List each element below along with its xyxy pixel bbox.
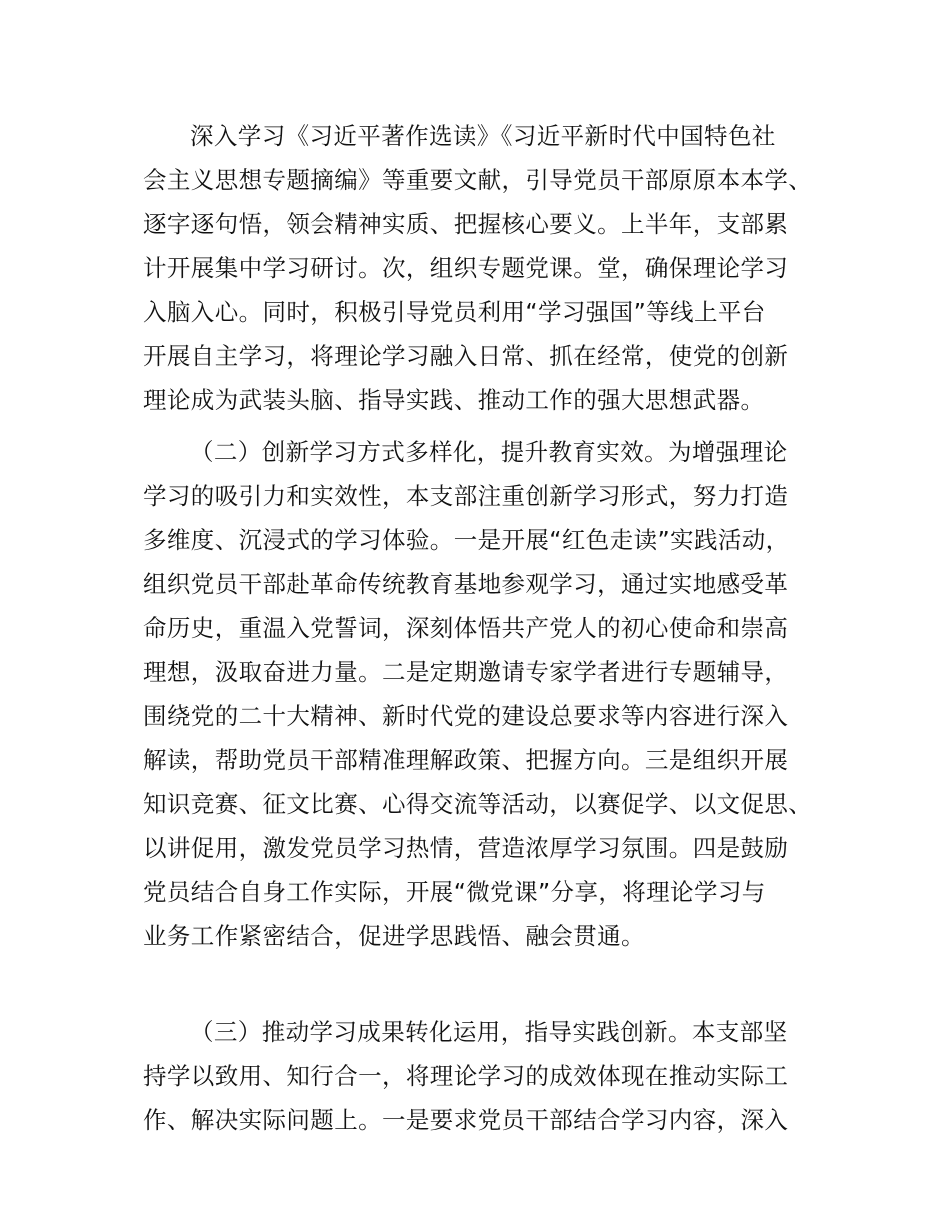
text-line: 命历史，重温入党誓词，深刻体悟共产党人的初心使命和崇高 bbox=[143, 614, 789, 642]
text-line: 逐字逐句悟，领会精神实质、把握核心要义。上半年，支部累 bbox=[143, 210, 789, 238]
text-line: 党员结合自身工作实际，开展“微党课”分享，将理论学习与 bbox=[143, 878, 766, 906]
text-line: 理想，汲取奋进力量。二是定期邀请专家学者进行专题辅导， bbox=[143, 658, 789, 686]
text-line: 入脑入心。同时，积极引导党员利用“学习强国”等线上平台 bbox=[143, 298, 766, 326]
text-line: 会主义思想专题摘编》等重要文献，引导党员干部原原本本学、 bbox=[143, 166, 813, 194]
text-line: 业务工作紧密结合，促进学思践悟、融会贯通。 bbox=[143, 922, 645, 950]
text-line: （二）创新学习方式多样化，提升教育实效。为增强理论 bbox=[190, 438, 788, 466]
text-line: 围绕党的二十大精神、新时代党的建设总要求等内容进行深入 bbox=[143, 702, 789, 730]
text-line: 学习的吸引力和实效性，本支部注重创新学习形式，努力打造 bbox=[143, 482, 789, 510]
text-line: 多维度、沉浸式的学习体验。一是开展“红色走读”实践活动， bbox=[143, 526, 790, 554]
text-line: 组织党员干部赴革命传统教育基地参观学习，通过实地感受革 bbox=[143, 570, 789, 598]
text-line: 开展自主学习，将理论学习融入日常、抓在经常，使党的创新 bbox=[143, 342, 789, 370]
text-line: 理论成为武装头脑、指导实践、推动工作的强大思想武器。 bbox=[143, 386, 765, 414]
text-line: 持学以致用、知行合一，将理论学习的成效体现在推动实际工 bbox=[143, 1062, 789, 1090]
text-line: 深入学习《习近平著作选读》《习近平新时代中国特色社 bbox=[190, 122, 776, 150]
text-line: 知识竞赛、征文比赛、心得交流等活动，以赛促学、以文促思、 bbox=[143, 790, 813, 818]
text-line: 解读，帮助党员干部精准理解政策、把握方向。三是组织开展 bbox=[143, 746, 789, 774]
text-line: 作、解决实际问题上。一是要求党员干部结合学习内容，深入 bbox=[143, 1106, 789, 1134]
text-line: 计开展集中学习研讨。次，组织专题党课。堂，确保理论学习 bbox=[143, 254, 789, 282]
text-line: （三）推动学习成果转化运用，指导实践创新。本支部坚 bbox=[190, 1018, 788, 1046]
text-line: 以讲促用，激发党员学习热情，营造浓厚学习氛围。四是鼓励 bbox=[143, 834, 789, 862]
